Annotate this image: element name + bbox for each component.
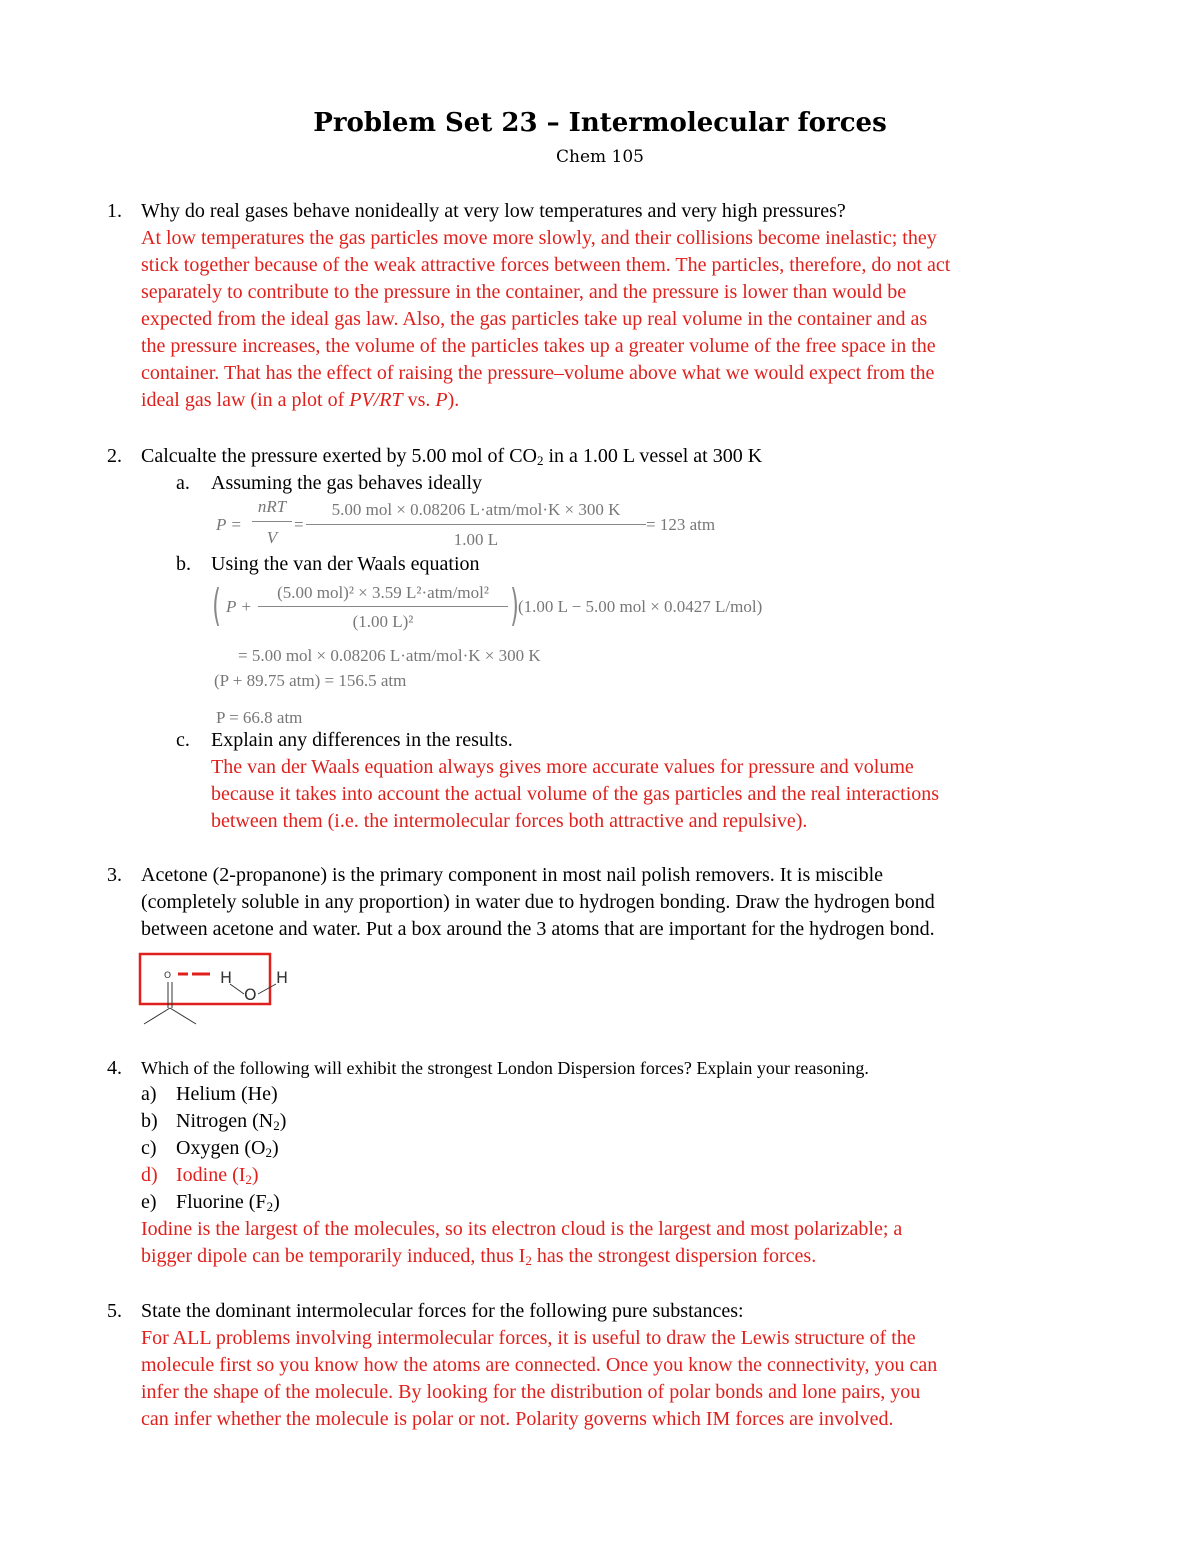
q1-answer-line: stick together because of the weak attractive forces between them. The particles, therefore, do not act [141,254,951,276]
q4-option-text: Helium (He) [176,1083,278,1105]
page-subtitle: Chem 105 [556,147,644,167]
q1-answer-line: expected from the ideal gas law. Also, the gas particles take up real volume in the container and as [141,308,928,330]
q1-answer-line: the pressure increases, the volume of the particles takes up a greater volume of the free space in the [141,335,936,357]
q5-question: State the dominant intermolecular forces for the following pure substances: [141,1300,744,1322]
q5-answer-line: molecule first so you know how the atoms are connected. Once you know the connectivity, you can [141,1354,938,1376]
q3-line: (completely soluble in any proportion) in water due to hydrogen bonding. Draw the hydrogen bond [141,891,935,913]
eq-b-line4: P = 66.8 atm [216,708,303,727]
acetone-oxygen-atom: O [164,971,172,981]
eq-b-line2: = 5.00 mol × 0.08206 L·atm/mol·K × 300 K [238,646,541,665]
q2-number: 2. [107,445,122,467]
q2b-text: Using the van der Waals equation [211,553,480,575]
oh-bond-1 [230,984,244,994]
q2a-text: Assuming the gas behaves ideally [211,472,483,494]
q2-question: Calcualte the pressure exerted by 5.00 mol of $CO_2$ in a 1.00 L vessel at 300 K [141,445,763,468]
q3-line: between acetone and water. Put a box around the 3 atoms that are important for the hydrogen bond. [141,918,935,940]
eq-a-numerator2: 5.00 mol × 0.08206 L·atm/mol·K × 300 K [331,500,621,519]
q2c-answer-line: The van der Waals equation always gives more accurate values for pressure and volume [211,756,914,778]
eq-b-close-paren: ) [510,580,519,631]
q2a-label: a. [176,472,190,494]
q2b-label: b. [176,553,191,575]
eq-b-fraction-bar [258,606,508,607]
q4-option-label: b) [141,1110,158,1132]
q4-number: 4. [107,1057,122,1079]
water-hydrogen-atom: H [220,968,233,987]
q1-answer-last-line: ideal gas law (in a plot of PV/RT vs. P). [141,389,460,411]
eq-a-equals: = [294,515,304,534]
q4-option-label-correct: d) [141,1164,158,1186]
eq-a-result: = 123 atm [646,515,716,534]
q4-answer-line: bigger dipole can be temporarily induced, thus $I_2$ has the strongest dispersion forces. [141,1245,817,1268]
q1-number: 1. [107,200,122,222]
eq-b-open-paren: ( [212,580,221,631]
q3-line: Acetone (2-propanone) is the primary component in most nail polish removers. It is miscible [141,864,884,886]
q2c-text: Explain any differences in the results. [211,729,513,751]
q3-number: 3. [107,864,122,886]
q4-option-label: a) [141,1083,157,1105]
eq-b-line3: (P + 89.75 atm) = 156.5 atm [214,671,407,690]
acetone-water-hbond-diagram [130,950,310,1032]
q4-option-text: Fluorine $(F_2)$ [176,1191,280,1214]
q2c-answer-line: because it takes into account the actual volume of the gas particles and the real interactions [211,783,940,805]
eq-b-p: P + [226,597,252,616]
q5-answer-line: For ALL problems involving intermolecular forces, it is useful to draw the Lewis structure of the [141,1327,916,1349]
eq-a-denominator: V [266,528,278,547]
q4-option-text: Nitrogen $(N_2)$ [176,1110,287,1133]
eq-b-right: (1.00 L − 5.00 mol × 0.0427 L/mol) [518,597,763,616]
q1-answer-line: separately to contribute to the pressure in the container, and the pressure is lower than would be [141,281,907,303]
methyl-bond-left [144,1008,170,1024]
q4-option-text: Oxygen $(O_2)$ [176,1137,279,1160]
q4-answer-line: Iodine is the largest of the molecules, so its electron cloud is the largest and most polarizable; a [141,1218,903,1240]
q2c-label: c. [176,729,190,751]
q4-option-text-correct: Iodine $(I_2)$ [176,1164,259,1187]
q2c-answer-line: between them (i.e. the intermolecular forces both attractive and repulsive). [211,810,808,832]
eq-a-numerator: nRT [257,497,287,516]
water-hydrogen-atom-2: H [276,968,289,987]
eq-a-lhs: P = [216,515,242,534]
q1-answer-line: container. That has the effect of raising the pressure–volume above what we would expect from the [141,362,935,384]
q5-answer-line: can infer whether the molecule is polar or not. Polarity governs which IM forces are involved. [141,1408,894,1430]
water-oxygen-atom: O [244,985,257,1004]
eq-a-fraction-bar2 [306,524,646,525]
q4-question: Which of the following will exhibit the strongest London Dispersion forces? Explain your reasoning. [141,1058,869,1078]
eq-b-numerator: (5.00 mol)² × 3.59 L²·atm/mol² [277,583,489,602]
q1-question: Why do real gases behave nonideally at very low temperatures and very high pressures? [141,200,846,222]
q1-answer-line: At low temperatures the gas particles move more slowly, and their collisions become inelastic; they [141,227,937,249]
q4-option-label: e) [141,1191,157,1213]
page-title: Problem Set 23 – Intermolecular forces [313,108,887,138]
oh-bond-2 [258,984,276,994]
q4-option-label: c) [141,1137,157,1159]
eq-a-fraction-bar [252,521,292,522]
eq-b-denominator: (1.00 L)² [352,612,414,631]
q5-answer-line: infer the shape of the molecule. By looking for the distribution of polar bonds and lone pairs, you [141,1381,921,1403]
methyl-bond-right [170,1008,196,1024]
eq-a-denominator2: 1.00 L [453,530,499,549]
q5-number: 5. [107,1300,122,1322]
